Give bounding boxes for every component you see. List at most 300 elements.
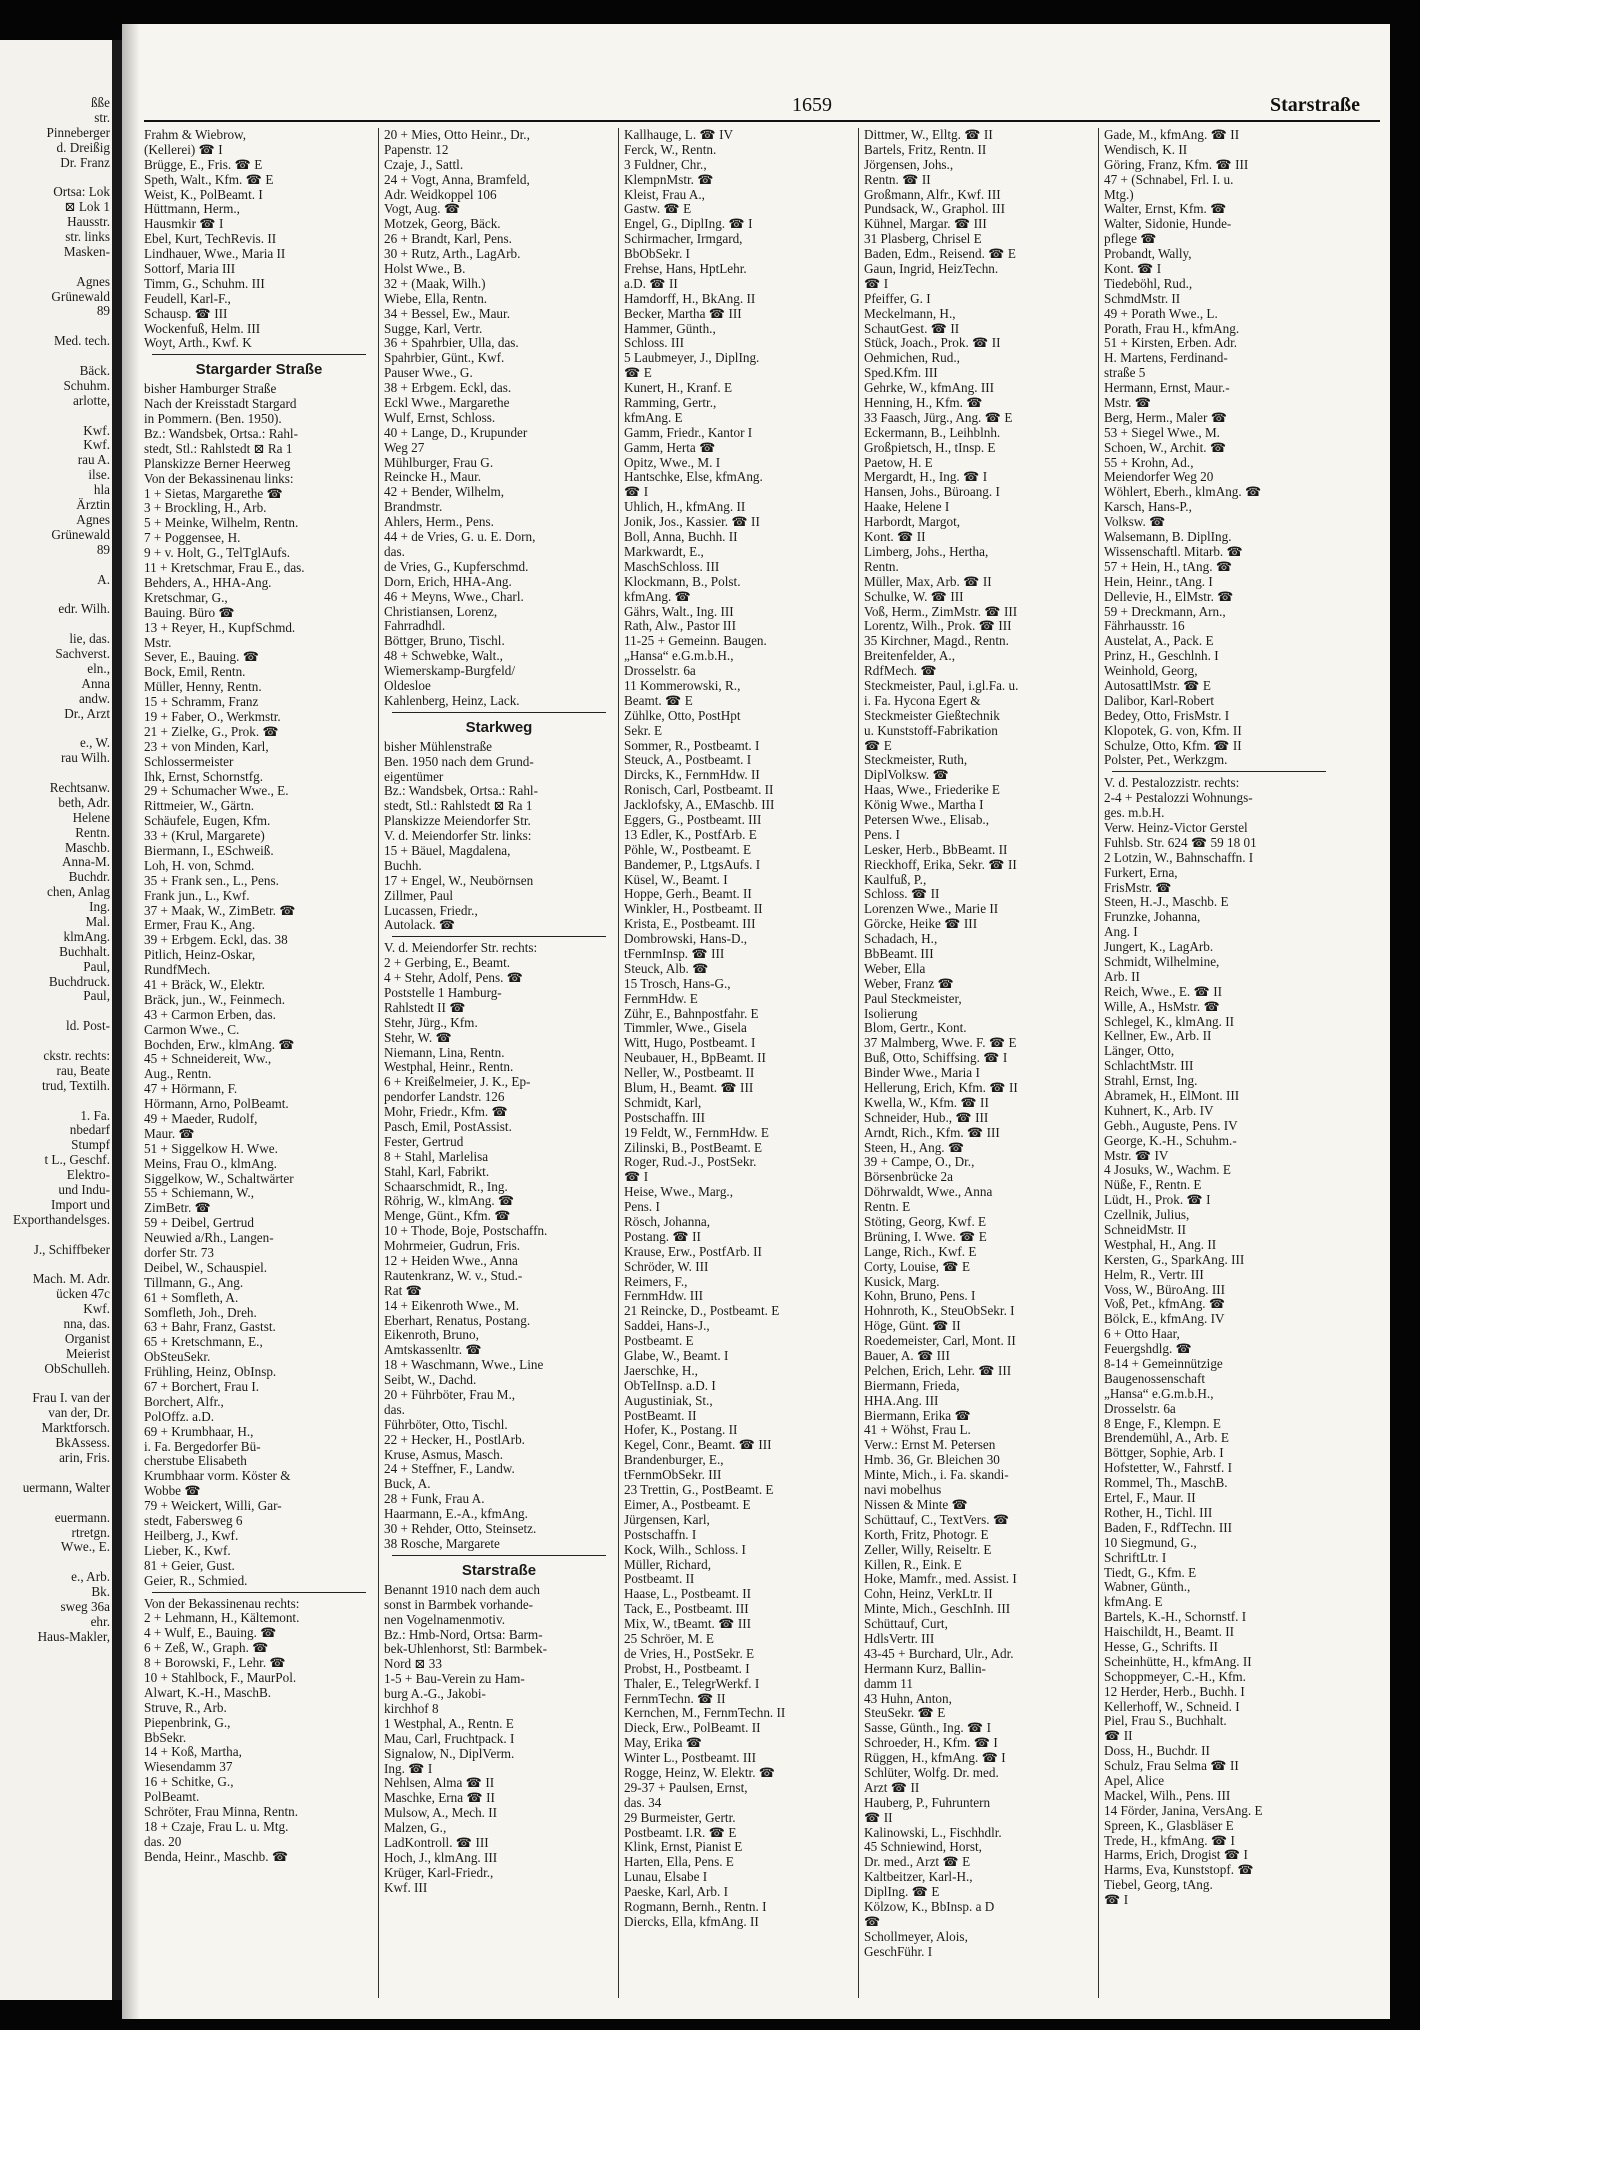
directory-entry-line: DiplIng. ☎ E: [864, 1885, 940, 1900]
directory-entry-line: 48 + Schwebke, Walt.,: [384, 649, 503, 664]
directory-entry-line: Krause, Erw., PostfArb. II: [624, 1244, 762, 1259]
directory-entry-line: Gamm, Herta ☎: [624, 440, 716, 455]
directory-entry-line: Länger, Otto,: [1104, 1044, 1175, 1059]
directory-entry-line: 7 + Poggensee, H.: [144, 531, 241, 546]
directory-entry-line: Helm, R., Vertr. III: [1104, 1267, 1204, 1282]
directory-entry-line: 32 + (Maak, Wilh.): [384, 276, 486, 291]
directory-entry-line: Ermer, Frau K., Ang.: [144, 918, 256, 933]
directory-entry-line: ☎: [864, 1914, 881, 1929]
column-divider: [378, 128, 379, 1998]
directory-entry-line: Steckmeister, Paul, i.gl.Fa. u.: [864, 678, 1019, 693]
directory-entry-line: Trede, H., kfmAng. ☎ I: [1104, 1833, 1235, 1848]
directory-entry-line: Lindhauer, Wwe., Maria II: [144, 247, 286, 262]
directory-entry-line: Tiebel, Georg, tAng.: [1104, 1878, 1213, 1893]
directory-entry-line: Kaltbeitzer, Karl-H.,: [864, 1870, 973, 1885]
directory-entry-line: Piepenbrink, G.,: [144, 1715, 231, 1730]
left-page-line: Meierist: [66, 1346, 110, 1361]
directory-entry-line: 22 + Hecker, H., PostlArb.: [384, 1432, 525, 1447]
directory-entry-line: 10 Siegmund, G.,: [1104, 1535, 1197, 1550]
directory-entry-line: Hellerung, Erich, Kfm. ☎ II: [864, 1081, 1018, 1095]
directory-entry-line: Steckmeister Gießtechnik: [864, 708, 1000, 723]
directory-entry-line: Scheinhütte, H., kfmAng. II: [1104, 1654, 1252, 1669]
section-separator: [152, 354, 366, 355]
directory-entry-line: Brandmstr.: [384, 500, 443, 515]
directory-entry-line: Corty, Louise, ☎ E: [864, 1259, 971, 1274]
directory-entry-line: 29 Burmeister, Gertr.: [624, 1810, 736, 1825]
directory-entry-line: Minte, Mich., GeschInh. III: [864, 1602, 1011, 1617]
left-page-line: ⊠ Lok 1: [64, 200, 110, 215]
directory-entry-line: Lüdt, H., Prok. ☎ I: [1104, 1193, 1211, 1208]
directory-entry-line: SchriftLtr. I: [1104, 1550, 1167, 1565]
directory-entry-line: Krista, E., Postbeamt. III: [624, 917, 756, 932]
left-page-line: t L., Geschf.: [44, 1153, 110, 1168]
directory-entry-line: 26 + Brandt, Karl, Pens.: [384, 232, 512, 247]
left-page-line: Ing.: [89, 900, 110, 915]
section-separator: [152, 1592, 366, 1593]
directory-entry-line: Kwella, W., Kfm. ☎ II: [864, 1095, 989, 1110]
left-page-line: Organist: [64, 1331, 110, 1346]
directory-entry-line: de Vries, G., Kupferschmd.: [384, 559, 529, 574]
directory-entry-line: 18 + Czaje, Frau L. u. Mtg.: [144, 1819, 289, 1834]
left-page-line: str.: [94, 110, 110, 125]
directory-entry-line: Walter, Sidonie, Hunde-: [1104, 217, 1232, 232]
directory-entry-line: Timm, G., Schuhm. III: [144, 276, 265, 291]
directory-entry-line: BbSekr.: [144, 1730, 187, 1745]
left-page-line: ckstr. rechts:: [43, 1049, 110, 1063]
directory-entry-line: George, K.-H., Schuhm.-: [1104, 1133, 1237, 1148]
left-page-line: Buchdruck.: [48, 974, 110, 989]
directory-entry-line: 44 + de Vries, G. u. E. Dorn,: [384, 530, 536, 545]
directory-entry-line: ObSteuSekr.: [144, 1350, 211, 1365]
left-page-line: ilse.: [88, 468, 110, 483]
directory-entry-line: Fährhausstr. 16: [1104, 619, 1185, 634]
directory-entry-line: 34 + Bessel, Ew., Maur.: [384, 306, 510, 321]
directory-entry-line: HdlsVertr. III: [864, 1631, 935, 1646]
directory-entry-line: 59 + Deibel, Gertrud: [144, 1216, 254, 1231]
directory-entry-line: Gebh., Auguste, Pens. IV: [1104, 1118, 1238, 1133]
directory-entry-line: V. d. Meiendorfer Str. rechts:: [384, 941, 538, 956]
directory-entry-line: 12 Herder, Herb., Buchh. I: [1104, 1684, 1245, 1699]
directory-entry-line: Geier, R., Schmied.: [144, 1573, 248, 1588]
directory-entry-line: Becker, Martha ☎ III: [624, 306, 742, 321]
directory-entry-line: Dombrowski, Hans-D.,: [624, 932, 748, 947]
directory-entry-line: Loh, H. von, Schmd.: [144, 858, 255, 873]
left-page-line: Frau I. van der: [32, 1391, 110, 1406]
directory-entry-line: H. Martens, Ferdinand-: [1104, 351, 1228, 366]
directory-entry-line: Börsenbrücke 2a: [864, 1170, 953, 1185]
left-page-line: [2, 349, 110, 364]
directory-entry-line: Wabner, Günth.,: [1104, 1580, 1191, 1595]
directory-entry-line: 10 + Thode, Boje, Postschaffn.: [384, 1224, 548, 1239]
directory-entry-line: Bölck, E., kfmAng. IV: [1104, 1312, 1225, 1327]
directory-entry-line: 55 + Krohn, Ad.,: [1104, 455, 1194, 470]
directory-entry-line: Jörgensen, Johs.,: [864, 157, 954, 172]
directory-entry-line: Postang. ☎ II: [624, 1229, 701, 1244]
left-page-line: arin, Fris.: [59, 1451, 110, 1466]
directory-entry-line: nen Vogelnamenmotiv.: [384, 1612, 505, 1627]
directory-entry-line: Reincke H., Maur.: [384, 470, 482, 485]
directory-entry-line: Schloss. ☎ II: [864, 887, 940, 902]
directory-entry-line: (Kellerei) ☎ I: [144, 142, 223, 157]
directory-entry-line: Rogmann, Bernh., Rentn. I: [624, 1899, 767, 1914]
directory-entry-line: Schulke, W. ☎ III: [864, 589, 964, 604]
directory-entry-line: Bauing. Büro ☎: [144, 605, 235, 620]
directory-entry-line: Postschaffn. III: [624, 1110, 706, 1125]
directory-entry-line: Dircks, K., FernmHdw. II: [624, 768, 760, 783]
directory-entry-line: Ronisch, Carl, Postbeamt. II: [624, 783, 774, 798]
directory-entry-line: Haase, L., Postbeamt. II: [624, 1587, 752, 1602]
directory-entry-line: SchmdMstr. II: [1104, 291, 1181, 306]
directory-entry-line: Lange, Rich., Kwf. E: [864, 1244, 977, 1259]
directory-entry-line: 41 + Wöhst, Frau L.: [864, 1423, 971, 1438]
directory-entry-line: Pöhle, W., Postbeamt. E: [624, 842, 752, 857]
directory-entry-line: dorfer Str. 73: [144, 1246, 214, 1261]
street-heading: Starstraße: [461, 1561, 537, 1579]
directory-entry-line: 3 Fuldner, Chr.,: [624, 157, 707, 172]
directory-entry-line: Breitenfelder, A.,: [864, 649, 956, 664]
directory-entry-line: Bauer, A. ☎ III: [864, 1349, 950, 1364]
directory-entry-line: Kahlenberg, Heinz, Lack.: [384, 693, 520, 708]
column-4: [864, 128, 1094, 1998]
left-page-line: Kwf.: [83, 423, 110, 438]
directory-entry-line: Hesse, G., Schrifts. II: [1104, 1639, 1218, 1654]
directory-entry-line: Küsel, W., Beamt. I: [624, 872, 728, 887]
left-page-line: Med. tech.: [53, 334, 110, 349]
directory-entry-line: 79 + Weickert, Willi, Gar-: [144, 1499, 282, 1514]
directory-entry-line: Schirmacher, Irmgard,: [624, 232, 743, 247]
directory-entry-line: 20 + Führböter, Frau M.,: [384, 1388, 516, 1403]
directory-entry-line: Polster, Pet., Werkzgm.: [1104, 753, 1228, 768]
directory-entry-line: Borchert, Alfr.,: [144, 1394, 224, 1409]
directory-entry-line: Kaulfuß, P.,: [864, 872, 927, 887]
directory-entry-line: Jonik, Jos., Kassier. ☎ II: [624, 515, 760, 530]
directory-entry-line: stedt, Stl.: Rahlstedt ⊠ Ra 1: [144, 441, 293, 456]
directory-entry-line: 63 + Bahr, Franz, Gastst.: [144, 1320, 276, 1335]
directory-entry-line: Oldesloe: [384, 678, 431, 693]
left-page-line: [2, 319, 110, 334]
directory-entry-line: SchlachtMstr. III: [1104, 1059, 1194, 1074]
directory-entry-line: Wulf, Ernst, Schloss.: [384, 410, 496, 425]
directory-entry-line: SteuSekr. ☎ E: [864, 1706, 946, 1721]
directory-entry-line: Kont. ☎ II: [864, 530, 926, 545]
directory-entry-line: Ramming, Gertr.,: [624, 396, 717, 411]
left-page-line: Ortsa: Lok: [53, 185, 110, 200]
directory-entry-line: Lunau, Elsabe I: [624, 1870, 708, 1885]
directory-entry-line: Tiedt, G., Kfm. E: [1104, 1565, 1197, 1580]
directory-entry-line: Vogt, Aug. ☎: [384, 202, 461, 217]
directory-entry-line: Speth, Walt., Kfm. ☎ E: [144, 172, 274, 187]
column-divider: [858, 128, 859, 1998]
directory-entry-line: kfmAng. ☎: [624, 589, 691, 604]
directory-entry-line: Ang. I: [1104, 925, 1138, 940]
left-page-line: [2, 170, 110, 185]
left-page-line: Buchhalt.: [59, 944, 110, 959]
directory-entry-line: ☎ E: [864, 738, 892, 753]
directory-entry-line: Von der Bekassinenau rechts:: [144, 1596, 300, 1611]
directory-entry-line: Wiesendamm 37: [144, 1760, 233, 1775]
directory-entry-line: Arndt, Rich., Kfm. ☎ III: [864, 1125, 1000, 1140]
directory-entry-line: 2 + Lehmann, H., Kältemont.: [144, 1611, 300, 1626]
directory-entry-line: 9 + v. Holt, G., TelTglAufs.: [144, 546, 291, 561]
directory-entry-line: Winkler, H., Postbeamt. II: [624, 902, 763, 917]
directory-entry-line: Schlegel, K., klmAng. II: [1104, 1014, 1235, 1029]
left-page-line: rau, Beate: [56, 1063, 110, 1078]
left-page-line: [2, 617, 110, 632]
directory-entry-line: damm 11: [864, 1676, 913, 1691]
directory-entry-line: Arb. II: [1104, 969, 1140, 984]
left-page-line: Mal.: [85, 914, 110, 929]
directory-entry-line: Rittmeier, W., Gärtn.: [144, 799, 255, 814]
left-page-line: Dr., Arzt: [64, 706, 110, 721]
directory-entry-line: Seibt, W., Dachd.: [384, 1373, 477, 1388]
directory-entry-line: Baden, Edm., Reisend. ☎ E: [864, 247, 1016, 262]
directory-entry-line: Prinz, H., Geschlnh. I: [1104, 649, 1219, 664]
directory-entry-line: Kunert, H., Kranf. E: [624, 381, 733, 396]
directory-entry-line: kfmAng. E: [1104, 1595, 1163, 1610]
directory-entry-line: Stehr, W. ☎: [384, 1030, 452, 1045]
directory-entry-line: Hermann, Ernst, Maur.-: [1104, 381, 1230, 396]
directory-entry-line: Nissen & Minte ☎: [864, 1497, 968, 1512]
directory-entry-line: Kühnel, Margar. ☎ III: [864, 217, 987, 232]
directory-entry-line: i. Fa. Bergedorfer Bü-: [144, 1439, 261, 1454]
left-page-line: e., Arb.: [71, 1570, 110, 1585]
directory-entry-line: Ihk, Ernst, Schornstfg.: [144, 769, 264, 784]
column-2: [384, 128, 614, 1998]
directory-entry-line: 57 + Hein, H., tAng. ☎: [1104, 559, 1233, 574]
directory-entry-line: Pelchen, Erich, Lehr. ☎ III: [864, 1363, 1012, 1378]
directory-entry-line: 47 + (Schnabel, Frl. I. u.: [1104, 172, 1234, 187]
directory-entry-line: 1 Westphal, A., Rentn. E: [384, 1716, 514, 1731]
left-page-edge: [0, 40, 112, 2000]
gutter-shadow: [122, 24, 140, 2019]
left-page-line: str. links: [65, 230, 110, 245]
directory-entry-line: Ing. ☎ I: [384, 1761, 433, 1776]
directory-entry-line: Engel, G., DiplIng. ☎ I: [624, 217, 753, 232]
left-page-line: Agnes: [76, 512, 110, 527]
directory-page: [122, 24, 1390, 2019]
directory-entry-line: 24 + Steffner, F., Landw.: [384, 1462, 515, 1477]
directory-entry-line: Porath, Frau H., kfmAng.: [1104, 321, 1240, 336]
directory-entry-line: Wissenschaftl. Mitarb. ☎: [1104, 544, 1243, 559]
left-page-line: rau Wilh.: [60, 751, 110, 766]
directory-entry-line: Mix, W., tBeamt. ☎ III: [624, 1617, 752, 1632]
directory-entry-line: pflege ☎: [1104, 232, 1157, 247]
directory-entry-line: Hermann Kurz, Ballin-: [864, 1661, 986, 1676]
directory-entry-line: 51 + Kirsten, Erben. Adr.: [1104, 336, 1238, 351]
directory-entry-line: Wendisch, K. II: [1104, 142, 1188, 157]
directory-entry-line: 1-5 + Bau-Verein zu Ham-: [384, 1672, 525, 1687]
directory-entry-line: Von der Bekassinenau links:: [144, 471, 294, 486]
directory-entry-line: Großpietsch, H., tInsp. E: [864, 440, 996, 455]
left-page-line: nbedarf: [69, 1123, 110, 1138]
directory-entry-line: Frahm & Wiebrow,: [144, 128, 247, 142]
directory-entry-line: AutosattlMstr. ☎ E: [1104, 678, 1211, 693]
directory-entry-line: Harms, Erich, Drogist ☎ I: [1104, 1848, 1248, 1863]
directory-entry-line: PolBeamt.: [144, 1790, 200, 1805]
directory-entry-line: SchneidMstr. II: [1104, 1223, 1187, 1238]
directory-entry-line: Karsch, Hans-P.,: [1104, 500, 1192, 515]
page-number: 1659: [792, 94, 832, 116]
directory-entry-line: Dorn, Erich, HHA-Ang.: [384, 574, 512, 589]
directory-entry-line: Frehse, Hans, HptLehr.: [624, 262, 747, 277]
directory-entry-line: 11-25 + Gemeinn. Baugen.: [624, 634, 767, 649]
directory-entry-line: Augustiniak, St.,: [624, 1393, 713, 1408]
directory-entry-line: 43 + Carmon Erben, das.: [144, 1007, 276, 1022]
directory-entry-line: Sped.Kfm. III: [864, 366, 938, 381]
directory-entry-line: Paeske, Karl, Arb. I: [624, 1885, 729, 1900]
directory-entry-line: Drosselstr. 6a: [624, 664, 696, 679]
directory-entry-line: Schaarschmidt, R., Ing.: [384, 1179, 508, 1194]
left-page-line: nna, das.: [63, 1317, 110, 1332]
directory-entry-line: Harten, Ella, Pens. E: [624, 1855, 734, 1870]
left-page-line: und Indu-: [58, 1183, 110, 1198]
directory-entry-line: 2-4 + Pestalozzi Wohnungs-: [1104, 791, 1253, 806]
directory-entry-line: Czellnik, Julius,: [1104, 1208, 1190, 1223]
directory-entry-line: DiplVolksw. ☎: [864, 768, 949, 783]
directory-entry-line: Schmidt, Karl,: [624, 1095, 702, 1110]
directory-entry-line: Stöting, Georg, Kwf. E: [864, 1215, 987, 1230]
directory-entry-line: V. d. Pestalozzistr. rechts:: [1104, 776, 1240, 791]
left-page-line: [2, 1094, 110, 1109]
left-page-line: Hausstr.: [67, 215, 110, 230]
directory-entry-line: Pasch, Emil, PostAssist.: [384, 1120, 512, 1134]
directory-entry-line: Limberg, Johs., Hertha,: [864, 544, 989, 559]
directory-entry-line: Kruse, Asmus, Masch.: [384, 1447, 504, 1462]
directory-entry-line: Krumbhaar vorm. Köster &: [144, 1469, 291, 1484]
directory-entry-line: 47 + Hörmann, F.: [144, 1082, 238, 1097]
left-page-line: Sachverst.: [55, 646, 110, 661]
directory-entry-line: ☎ II: [1104, 1729, 1133, 1744]
directory-entry-line: Benda, Heinr., Maschb. ☎: [144, 1849, 289, 1864]
directory-entry-line: Poststelle 1 Hamburg-: [384, 985, 502, 1000]
directory-entry-line: Weist, K., PolBeamt. I: [144, 187, 263, 202]
left-page-line: ld. Post-: [66, 1019, 110, 1034]
left-page-line: 89: [96, 304, 110, 319]
directory-entry-line: FernmTechn. ☎ II: [624, 1691, 726, 1706]
directory-entry-line: Kleist, Frau A.,: [624, 187, 705, 202]
directory-entry-line: SchautGest. ☎ II: [864, 321, 960, 336]
directory-entry-line: Roger, Rud.-J., PostSekr.: [624, 1155, 757, 1170]
directory-entry-line: Wöhlert, Eberh., klmAng. ☎: [1104, 485, 1262, 500]
directory-entry-line: Glabe, W., Beamt. I: [624, 1349, 729, 1364]
directory-entry-line: Hmb. 36, Gr. Bleichen 30: [864, 1453, 1000, 1468]
directory-entry-line: 55 + Schiemann, W.,: [144, 1186, 254, 1201]
directory-entry-line: Blum, H., Beamt. ☎ III: [624, 1081, 754, 1095]
directory-entry-line: 15 + Bäuel, Magdalena,: [384, 843, 511, 858]
directory-entry-line: 8 Enge, F., Klempn. E: [1104, 1416, 1221, 1431]
directory-entry-line: Saddei, Hans-J.,: [624, 1319, 710, 1334]
left-page-line: 89: [96, 542, 110, 557]
directory-entry-line: 49 + Porath Wwe., L.: [1104, 306, 1218, 321]
directory-entry-line: „Hansa“ e.G.m.b.H.,: [1104, 1386, 1214, 1401]
directory-entry-line: Kernchen, M., FernmTechn. II: [624, 1706, 786, 1721]
left-page-line: lie, das.: [69, 632, 110, 647]
directory-entry-line: Buß, Otto, Schiffsing. ☎ I: [864, 1051, 1008, 1066]
directory-entry-line: 29-37 + Paulsen, Ernst,: [624, 1780, 748, 1795]
street-heading: Starkweg: [465, 718, 533, 736]
directory-entry-line: Bartels, Fritz, Rentn. II: [864, 142, 987, 157]
directory-entry-line: Petersen Wwe., Elisab.,: [864, 812, 990, 827]
directory-entry-line: 37 + Maak, W., ZimBetr. ☎: [144, 903, 296, 918]
directory-entry-line: Uhlich, H., kfmAng. II: [624, 500, 746, 515]
directory-entry-line: Wiebe, Ella, Rentn.: [384, 291, 488, 306]
left-page-line: edr. Wilh.: [58, 602, 110, 617]
directory-entry-line: ☎ I: [864, 276, 889, 291]
directory-entry-line: 15 Trosch, Hans-G.,: [624, 976, 731, 991]
directory-entry-line: Bz.: Wandsbek, Ortsa.: Rahl-: [144, 427, 298, 442]
column-5: [1104, 128, 1334, 1998]
directory-entry-line: Fahrradhdl.: [384, 619, 446, 634]
directory-entry-line: Hörmann, Arno, PolBeamt.: [144, 1097, 289, 1112]
directory-entry-line: Haischildt, H., Beamt. II: [1104, 1625, 1235, 1640]
directory-entry-line: Zühlke, Otto, PostHpt: [624, 708, 741, 723]
directory-entry-line: Führböter, Otto, Tischl.: [384, 1417, 508, 1432]
directory-entry-line: Frunzke, Johanna,: [1104, 910, 1201, 925]
left-page-line: uermann, Walter: [22, 1480, 110, 1495]
directory-entry-line: Meins, Frau O., klmAng.: [144, 1156, 277, 1171]
directory-entry-line: ges. m.b.H.: [1104, 806, 1165, 821]
directory-entry-line: 8 + Borowski, F., Lehr. ☎: [144, 1656, 286, 1671]
directory-entry-line: Neller, W., Postbeamt. II: [624, 1066, 755, 1081]
directory-entry-line: 3 + Brockling, H., Arb.: [144, 501, 267, 516]
left-page-line: Rechtsanw.: [49, 780, 110, 795]
directory-entry-line: Hansen, Johs., Büroang. I: [864, 485, 1000, 500]
book-spine: [112, 40, 122, 2000]
directory-entry-line: Postbeamt. E: [624, 1334, 694, 1349]
directory-entry-line: Frank jun., L., Kwf.: [144, 888, 250, 903]
directory-entry-line: Meiendorfer Weg 20: [1104, 470, 1214, 485]
left-page-line: Anna: [81, 676, 110, 691]
directory-entry-line: Rentn. E: [864, 1200, 911, 1215]
left-page-line: chen, Anlag: [47, 885, 110, 900]
directory-entry-line: Schulze, Otto, Kfm. ☎ II: [1104, 738, 1242, 753]
directory-entry-line: Ben. 1950 nach dem Grund-: [384, 754, 534, 769]
directory-entry-line: Hoppe, Gerh., Beamt. II: [624, 887, 752, 902]
directory-entry-line: 43 Huhn, Anton,: [864, 1691, 952, 1706]
directory-entry-line: Meckelmann, H.,: [864, 306, 956, 321]
left-page-line: J., Schiffbeker: [33, 1242, 110, 1257]
left-page-column: [2, 96, 110, 1645]
directory-entry-line: Hauberg, P., Fuhruntern: [864, 1795, 991, 1810]
directory-entry-line: das. 20: [144, 1834, 182, 1849]
left-page-line: e., W.: [79, 736, 110, 751]
directory-entry-line: Bochden, Erw., klmAng. ☎: [144, 1037, 295, 1052]
left-page-line: Paul,: [83, 989, 110, 1004]
directory-entry-line: 15 + Schramm, Franz: [144, 695, 259, 710]
directory-entry-line: Böttger, Sophie, Arb. I: [1104, 1446, 1224, 1461]
directory-entry-line: Siggelkow, W., Schaltwärter: [144, 1171, 294, 1186]
directory-entry-line: Feudell, Karl-F.,: [144, 291, 231, 306]
left-page-line: [2, 1228, 110, 1243]
directory-entry-line: Mtg.): [1104, 187, 1134, 202]
left-page-line: Schuhm.: [63, 378, 110, 393]
directory-entry-line: KlempnMstr. ☎: [624, 172, 714, 187]
directory-entry-line: Müller, Richard,: [624, 1557, 711, 1572]
directory-entry-line: Thaler, E., TelegrWerkf. I: [624, 1676, 760, 1691]
directory-entry-line: Pundsack, W., Graphol. III: [864, 202, 1006, 217]
directory-entry-line: eigentümer: [384, 769, 444, 784]
directory-entry-line: Lorentz, Wilh., Prok. ☎ III: [864, 619, 1012, 634]
directory-entry-line: Spahrbier, Günt., Kwf.: [384, 351, 505, 366]
directory-entry-line: LadKontroll. ☎ III: [384, 1835, 489, 1850]
directory-entry-line: Weber, Franz ☎: [864, 976, 954, 991]
directory-entry-line: Beamt. ☎ E: [624, 693, 693, 708]
directory-entry-line: de Vries, H., PostSekr. E: [624, 1646, 755, 1661]
directory-entry-line: V. d. Meiendorfer Str. links:: [384, 829, 532, 844]
directory-entry-line: Schoen, W., Archit. ☎: [1104, 440, 1227, 455]
directory-entry-line: 51 + Siggelkow H. Wwe.: [144, 1141, 278, 1156]
directory-entry-line: Probandt, Wally,: [1104, 247, 1192, 262]
